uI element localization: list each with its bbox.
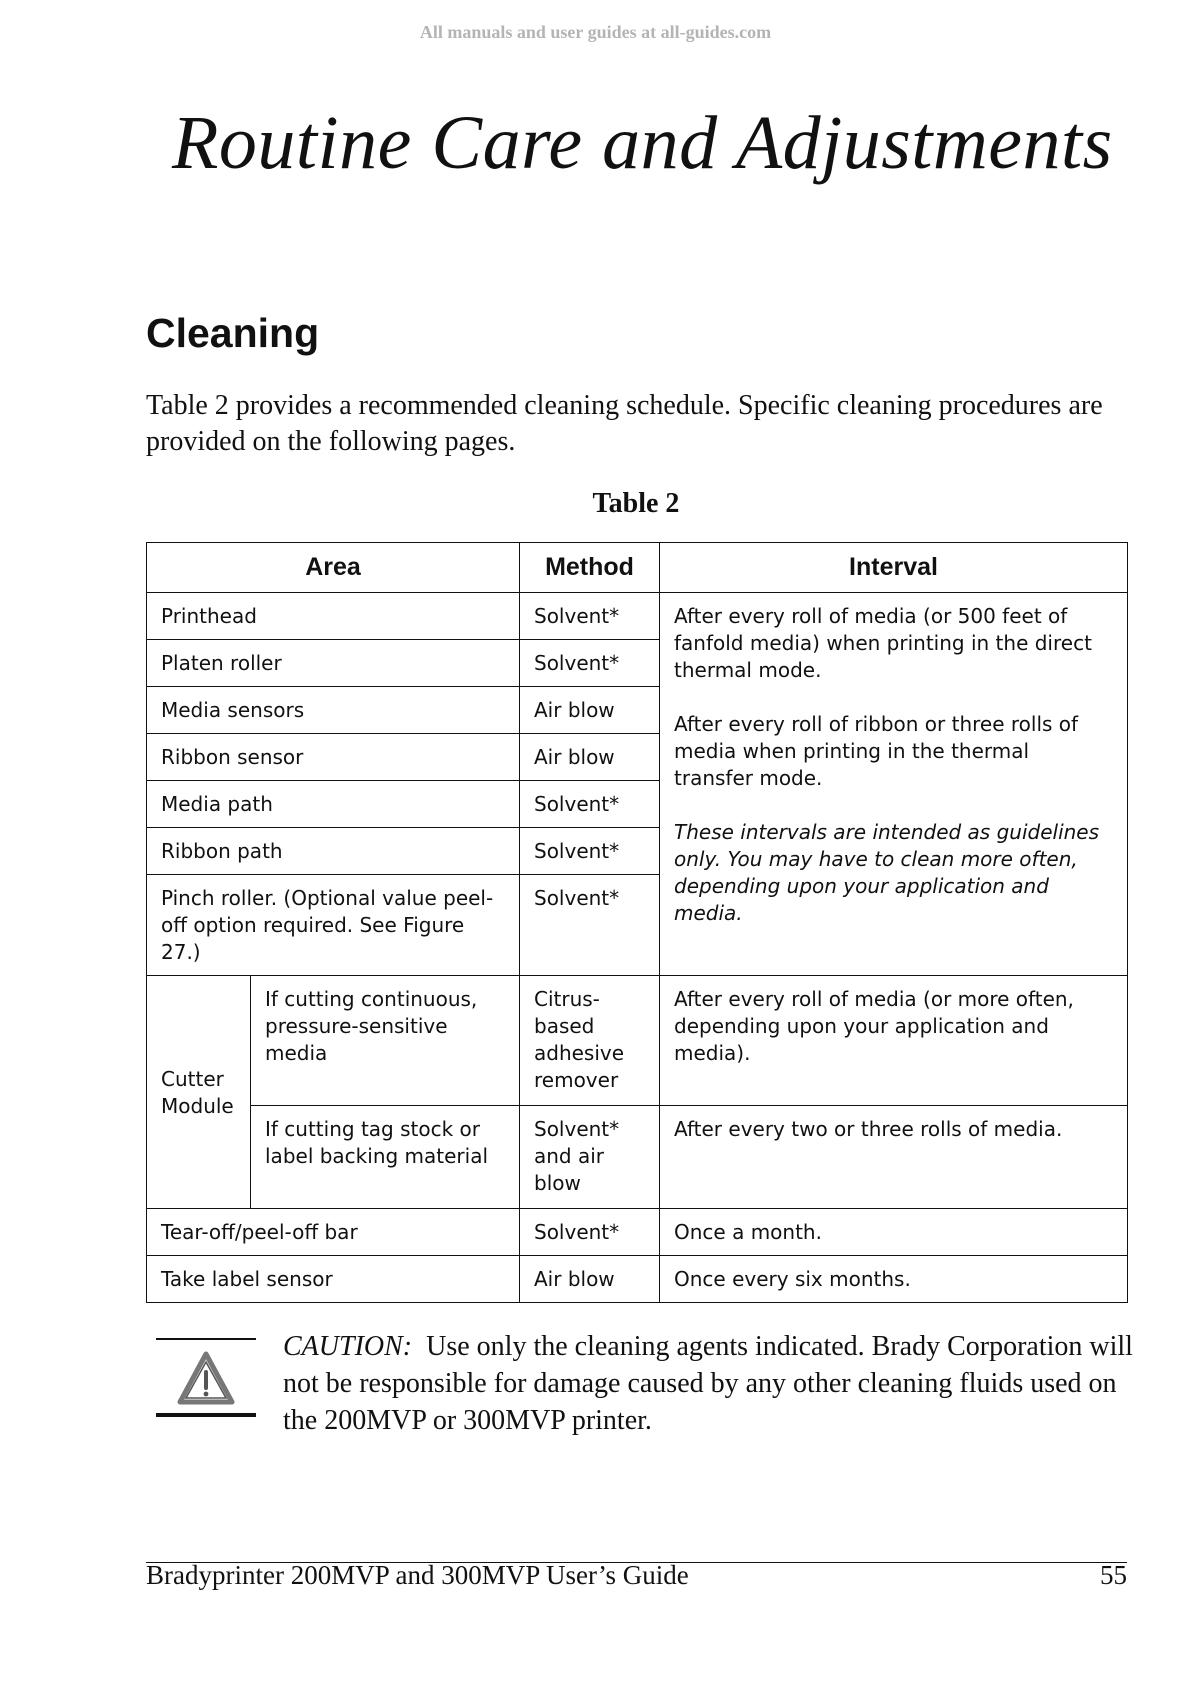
- cutter-condition-cell: If cutting continuous, pressure-sensitive media: [251, 976, 520, 1106]
- caution-label: CAUTION:: [283, 1331, 413, 1362]
- intro-paragraph: Table 2 provides a recommended cleaning schedule. Specific cleaning procedures are provided on the following pages.: [146, 390, 1103, 457]
- footer-title: Bradyprinter 200MVP and 300MVP User’s Guide: [146, 1560, 689, 1590]
- area-cell: Take label sensor: [147, 1256, 520, 1303]
- method-cell: Solvent*: [520, 875, 660, 976]
- table-row: [147, 1106, 1128, 1209]
- table-row: [147, 593, 1128, 640]
- table-row: [147, 976, 1128, 1106]
- method-cell: Solvent*: [520, 781, 660, 828]
- header-method: Method: [520, 543, 660, 593]
- header-area: Area: [147, 543, 520, 593]
- watermark: All manuals and user guides at all-guides.com: [419, 22, 772, 42]
- method-cell: Air blow: [520, 734, 660, 781]
- interval-direct-thermal: After every roll of media (or 500 feet of fanfold media) when printing in the direct thermal mode.: [674, 604, 1092, 682]
- cutter-condition-cell: If cutting tag stock or label backing material: [251, 1106, 520, 1209]
- section-heading: Cleaning: [146, 310, 320, 356]
- caution-message: [283, 1328, 1133, 1439]
- interval-guideline-note: These intervals are intended as guidelines only. You may have to clean more often, depending upon your application and media.: [674, 820, 1100, 925]
- area-cell: Platen roller: [147, 640, 520, 687]
- area-cell: Printhead: [147, 593, 520, 640]
- area-cell: Tear-off/peel-off bar: [147, 1209, 520, 1256]
- area-cell: Media sensors: [147, 687, 520, 734]
- interval-cell: After every two or three rolls of media.: [660, 1106, 1128, 1209]
- page-number: 55: [1100, 1560, 1127, 1590]
- shared-interval-cell: [660, 593, 1128, 976]
- method-cell: Solvent* and air blow: [520, 1106, 660, 1209]
- method-cell: Solvent*: [520, 828, 660, 875]
- interval-cell: Once every six months.: [660, 1256, 1128, 1303]
- table-row: [147, 1256, 1128, 1303]
- cleaning-schedule-table: [146, 542, 1128, 1303]
- caution-text: Use only the cleaning agents indicated. Brady Corporation will not be responsible for damage caused by any other cleaning fluids used on the 200MVP or 300MVP printer.: [283, 1331, 1133, 1436]
- chapter-title: Routine Care and Adjustments: [172, 101, 1113, 185]
- method-cell: Air blow: [520, 687, 660, 734]
- area-cell: Ribbon path: [147, 828, 520, 875]
- table-header-row: [147, 543, 1128, 593]
- interval-cell: After every roll of media (or more often, depending upon your application and media).: [660, 976, 1128, 1106]
- method-cell: Air blow: [520, 1256, 660, 1303]
- interval-thermal-transfer: After every roll of ribbon or three rolls of media when printing in the thermal transfer mode.: [674, 712, 1079, 790]
- method-cell: Solvent*: [520, 1209, 660, 1256]
- area-cell: Ribbon sensor: [147, 734, 520, 781]
- warning-triangle-icon: [154, 1336, 258, 1418]
- interval-cell: Once a month.: [660, 1209, 1128, 1256]
- table-caption: Table 2: [592, 488, 680, 519]
- area-cell: Media path: [147, 781, 520, 828]
- method-cell: Citrus-based adhesive remover: [520, 976, 660, 1106]
- header-interval: Interval: [660, 543, 1128, 593]
- table-row: [147, 1209, 1128, 1256]
- cutter-module-cell: Cutter Module: [147, 976, 251, 1209]
- method-cell: Solvent*: [520, 593, 660, 640]
- method-cell: Solvent*: [520, 640, 660, 687]
- area-cell: Pinch roller. (Optional value peel-off option required. See Figure 27.): [147, 875, 520, 976]
